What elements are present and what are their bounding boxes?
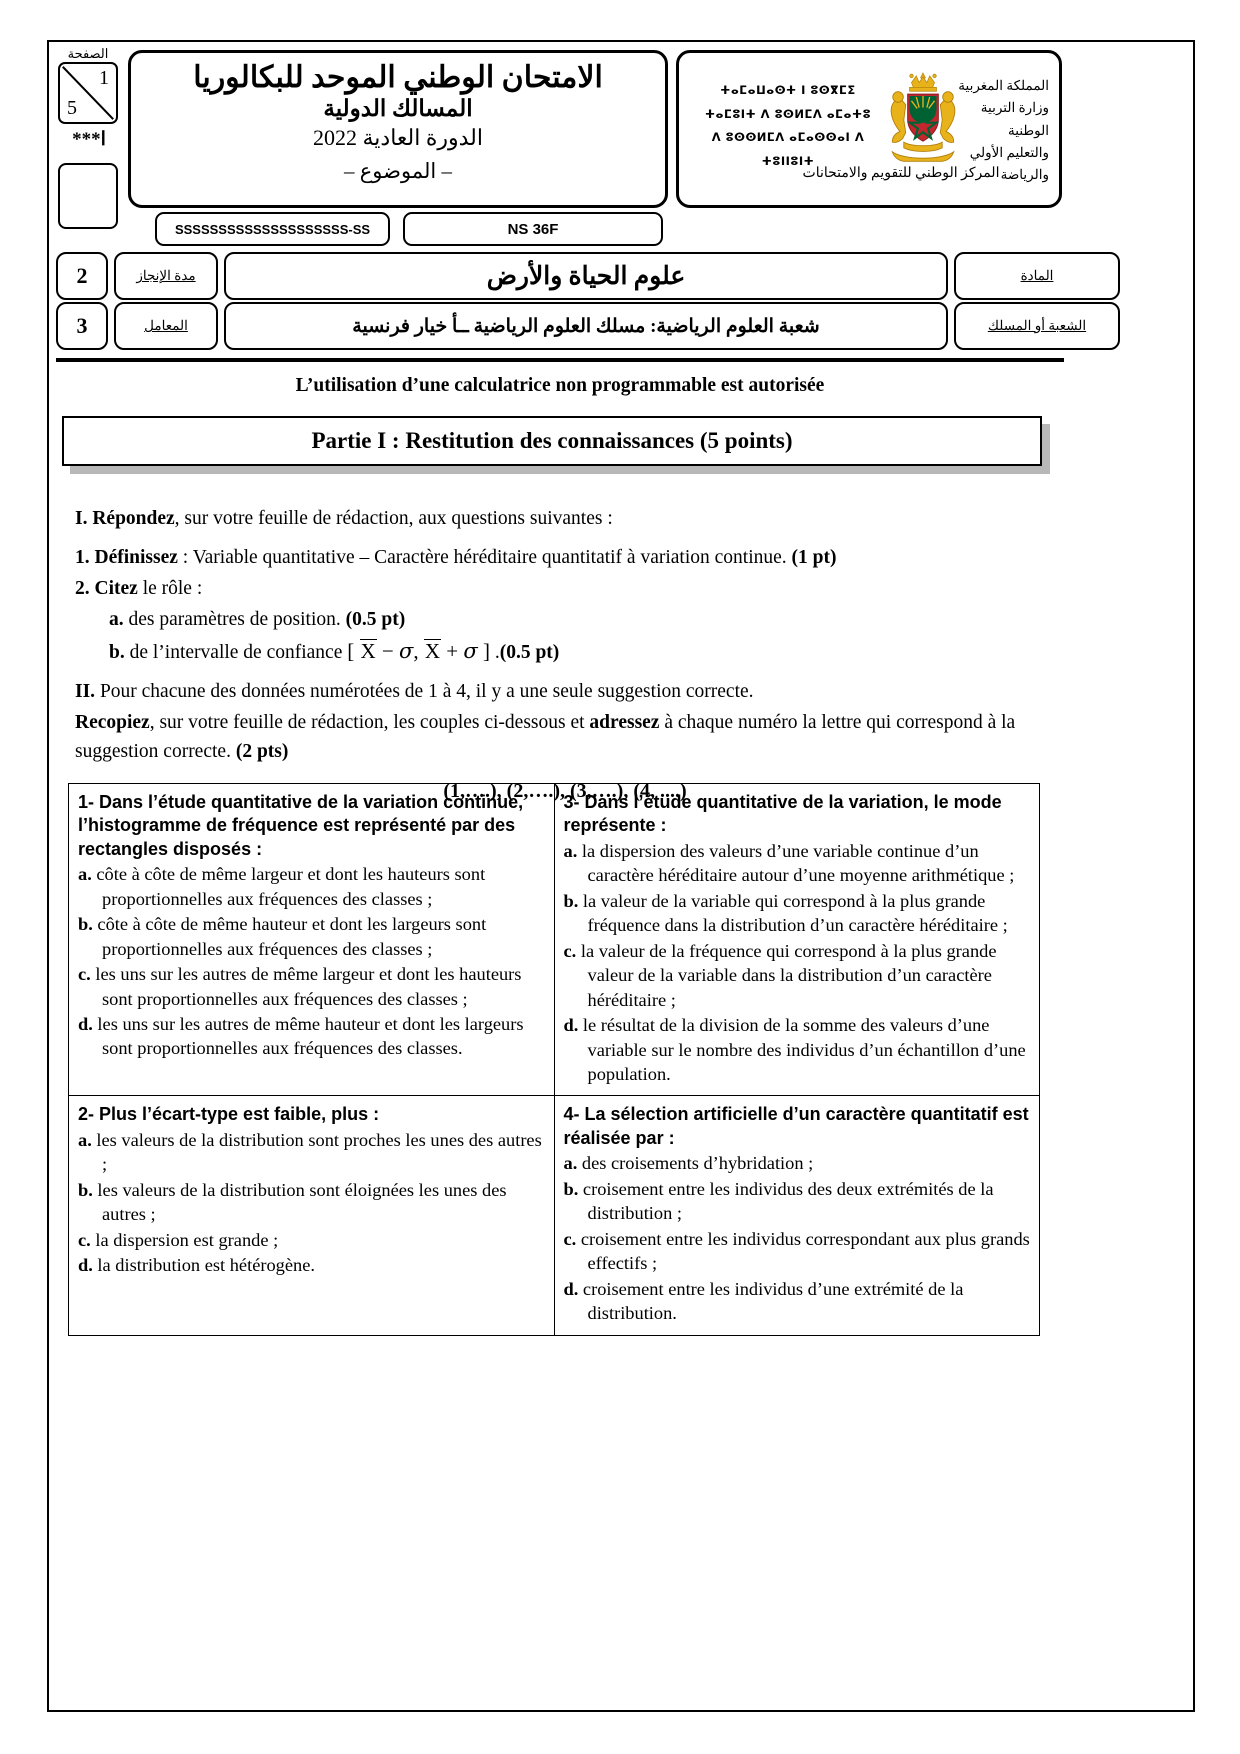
subject-name: علوم الحياة والأرض <box>224 252 948 300</box>
question-2b-letter: b. <box>109 642 125 664</box>
formula-sigma-2: σ <box>463 639 478 664</box>
page-total: 5 <box>67 97 77 119</box>
ministry-line-1: المملكة المغربية <box>958 78 1049 93</box>
question-2b-points: (0.5 pt) <box>499 642 560 664</box>
coefficient-value: 3 <box>56 302 108 350</box>
page-current: 1 <box>99 67 109 89</box>
stream-name: شعبة العلوم الرياضية: مسلك العلوم الرياضية ــأ خيار فرنسية <box>224 302 948 350</box>
exam-code-left: SSSSSSSSSSSSSSSSSSSS-SS <box>155 212 390 246</box>
q3-option-a: a. la dispersion des valeurs d’une variable continue d’un caractère héréditaire autour d’une moyenne arithmétique ; <box>563 840 1015 886</box>
instruction-respond-bold: I. Répondez <box>75 508 175 529</box>
tifinagh-line-2: ⵜⴰⵎⵓⵏⵜ ⴷ ⵓⵙⵍⵎⴷ ⴰⵎⴰⵜⵓ <box>704 106 872 121</box>
q1-option-a: a. côte à côte de même largeur et dont les hauteurs sont proportionnelles aux fréquences des classes ; <box>78 864 486 909</box>
page-stars: ***ا <box>72 129 106 150</box>
mcq-cell-q3 <box>554 784 1040 1096</box>
q2-option-d: d. la distribution est hétérogène. <box>78 1255 315 1276</box>
tifinagh-line-1: ⵜⴰⵎⴰⵡⴰⵙⵜ ⵏ ⵓⵙⴳⵎⵉ <box>720 83 856 97</box>
q4-option-a: a. des croisements d’hybridation ; <box>563 1153 814 1174</box>
mcq-table <box>68 783 1040 1336</box>
header-divider <box>56 358 1064 362</box>
exam-title-box <box>128 50 668 208</box>
confidence-interval-formula <box>347 639 490 663</box>
formula-x-bar-1: X <box>360 639 376 664</box>
question-2a-text: des paramètres de position. <box>123 608 346 630</box>
formula-bracket-close: ] <box>482 639 490 664</box>
q3-option-b: b. la valeur de la variable qui correspond à la plus grande fréquence dans la distribution d’un caractère héréditaire ; <box>563 890 1008 936</box>
q2-option-a: a. les valeurs de la distribution sont proches les unes des autres ; <box>78 1129 542 1175</box>
table-row <box>69 1096 1040 1335</box>
mcq-cell-q4 <box>554 1096 1040 1335</box>
formula-minus: − <box>381 639 394 664</box>
part-one-banner: Partie I : Restitution des connaissances (5 points) <box>62 416 1042 466</box>
question-2a <box>75 606 1055 635</box>
q1-option-c: c. les uns sur les autres de même largeur et dont les hauteurs sont proportionnelles aux fréquences des classes ; <box>78 964 522 1009</box>
q4-option-b: b. croisement entre les individus des deux extrémités de la distribution ; <box>563 1178 994 1224</box>
calculator-notice: L’utilisation d’une calculatrice non programmable est autorisée <box>295 375 825 396</box>
exam-title-track: المسالك الدولية <box>323 95 473 121</box>
section-two-line2-mid: , sur votre feuille de rédaction, les couples ci-dessous et <box>149 712 590 734</box>
question-1-bold: 1. Définissez <box>75 546 178 568</box>
exam-title-main: الامتحان الوطني الموحد للبكالوريا <box>193 61 603 94</box>
subject-label: المادة <box>954 252 1120 300</box>
q4-option-c: c. croisement entre les individus correspondant aux plus grands effectifs ; <box>563 1228 1030 1274</box>
q3-option-d: d. le résultat de la division de la somme des valeurs d’une variable sur le nombre des individus d’un échantillon d’une population. <box>563 1015 1026 1084</box>
ministry-center-name: المركز الوطني للتقويم والامتحانات <box>802 166 1000 181</box>
question-2b-dot: . <box>494 642 500 664</box>
stream-label: الشعبة أو المسلك <box>954 302 1120 350</box>
section-two-line2-end: à chaque numéro la lettre qui correspond à la suggestion correcte. <box>75 712 1016 763</box>
q1-option-b: b. côte à côte de même hauteur et dont les largeurs sont proportionnelles aux fréquences des classes ; <box>78 914 487 959</box>
q3-option-c: c. la valeur de la fréquence qui correspond à la plus grande valeur de la variable dans la distribution d’un caractère héréditaire ; <box>563 940 997 1010</box>
question-2-text: le rôle : <box>137 577 203 599</box>
q3-heading: 3- Dans l’étude quantitative de la variation, le mode représente : <box>563 792 1002 836</box>
section-two-numeral: II. <box>75 681 96 703</box>
section-two-recopiez: Recopiez <box>75 712 150 734</box>
section-two-adressez: adressez <box>589 712 660 734</box>
q2-heading: 2- Plus l’écart-type est faible, plus : <box>78 1104 380 1125</box>
question-1-text: : Variable quantitative – Caractère héréditaire quantitatif à variation continue. <box>177 546 792 568</box>
section-two-line1-text: Pour chacune des données numérotées de 1 à 4, il y a une seule suggestion correcte. <box>95 681 754 703</box>
q1-option-d: d. les uns sur les autres de même hauteur et dont les largeurs sont proportionnelles aux fréquences des classes. <box>78 1013 524 1059</box>
q4-option-d: d. croisement entre les individus d’une extrémité de la distribution. <box>563 1278 964 1324</box>
answer-couples-template: (1,….), (2,….), (3,….), (4, ....) <box>443 779 687 802</box>
instruction-respond <box>75 505 1055 534</box>
formula-comma: , <box>413 639 419 664</box>
duration-label: مدة الإنجاز <box>114 252 218 300</box>
question-2-cite <box>75 575 1055 604</box>
q1-heading: 1- Dans l’étude quantitative de la variation continue, l’histogramme de fréquence est représenté par des rectangles disposés : <box>78 792 524 859</box>
page-number-box <box>58 62 118 124</box>
tifinagh-line-3: ⴷ ⵓⵙⵙⵍⵎⴷ ⴰⵎⴰⵙⵙⴰⵏ ⴷ ⵜⵓⵏⵏⵓⵏⵜ <box>711 130 865 168</box>
q2-option-c: c. la dispersion est grande ; <box>78 1229 279 1250</box>
formula-plus: + <box>446 639 459 664</box>
mcq-cell-q1 <box>69 784 555 1096</box>
question-1-define <box>75 544 1055 573</box>
mcq-cell-q2 <box>69 1096 555 1335</box>
question-2b-text: de l’intervalle de confiance <box>124 642 348 664</box>
ministry-line-3: والتعليم الأولي والرياضة <box>969 144 1049 183</box>
q4-heading: 4- La sélection artificielle d’un caractère quantitatif est réalisée par : <box>563 1104 1029 1148</box>
instruction-respond-rest: , sur votre feuille de rédaction, aux questions suivantes : <box>174 508 613 529</box>
q2-option-b: b. les valeurs de la distribution sont éloignées les unes des autres ; <box>78 1179 507 1225</box>
question-2-bold: 2. Citez <box>75 577 138 599</box>
part-one-body <box>75 505 1055 806</box>
exam-subject-word: – الموضوع – <box>344 158 452 183</box>
page-label: الصفحة <box>67 46 109 61</box>
question-2b <box>75 636 1055 668</box>
section-two-points: (2 pts) <box>235 741 289 763</box>
reserved-empty-box <box>58 163 118 229</box>
formula-x-bar-2: X <box>424 639 441 664</box>
ministry-box <box>676 50 1062 208</box>
coefficient-label: المعامل <box>114 302 218 350</box>
exam-code-right: NS 36F <box>403 212 663 246</box>
section-two-line2 <box>75 709 1055 767</box>
duration-value: 2 <box>56 252 108 300</box>
table-row <box>69 784 1040 1096</box>
formula-sigma-1: σ <box>399 639 414 664</box>
formula-bracket-open: [ <box>347 639 355 664</box>
question-2a-points: (0.5 pt) <box>345 608 406 630</box>
tifinagh-ministry-text <box>693 79 883 173</box>
section-two-line1 <box>75 678 1055 707</box>
exam-session: الدورة العادية 2022 <box>313 124 483 150</box>
question-2a-letter: a. <box>109 608 124 630</box>
question-1-points: (1 pt) <box>791 546 837 568</box>
ministry-line-2: وزارة التربية الوطنية <box>980 100 1049 138</box>
